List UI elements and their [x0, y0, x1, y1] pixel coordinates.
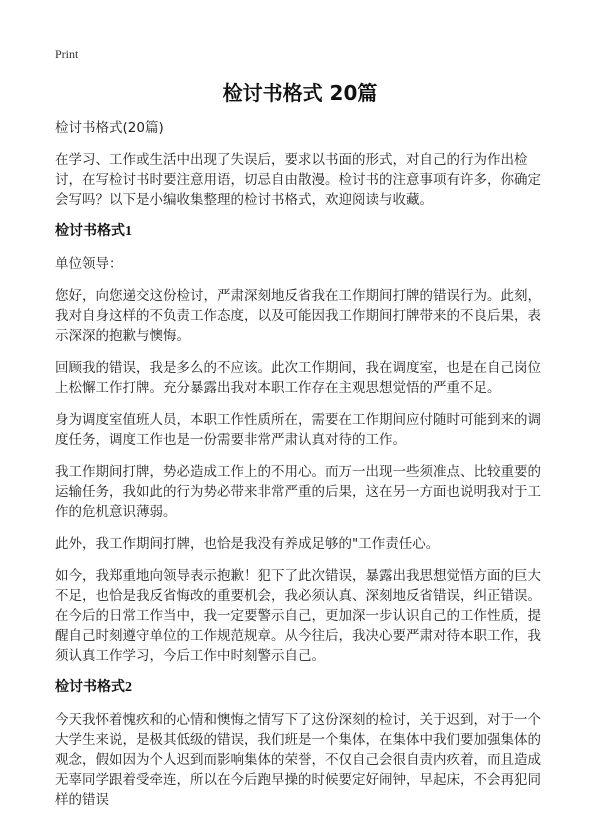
section1-paragraph: 此外，我工作期间打牌，也恰是我没有养成足够的"工作责任心。 — [55, 536, 440, 552]
document-subtitle: 检讨书格式(20篇) — [55, 120, 164, 136]
section1-paragraph: 回顾我的错误，我是多么的不应该。此次工作期间，我在调度室，也是在自己岗位上松懈工作打牌。充分暴露出我对本职工作存在主观思想觉悟的严重不足。 — [55, 360, 541, 396]
page-title: 检讨书格式 20篇 — [222, 81, 378, 105]
section2-paragraph: 今天我怀着愧疚和的心情和懊悔之情写下了这份深刻的检讨，关于迟到，对于一个大学生来说，是极其低级的错误，我们班是一个集体，在集体中我们要加强集体的观念，假如因为个人迟到而影响集体的荣誉，不仅自己会很自责内疚着，而且造成无辜同学跟着受牵连，所以在今后跑早操的时候要定好闹钟，早起床，不会再犯同样的错误 — [55, 712, 541, 808]
section1-paragraph: 单位领导： — [55, 256, 123, 272]
section1-paragraph: 我工作期间打牌，势必造成工作上的不用心。而万一出现一些须准点、比较重要的运输任务，我如此的行为势必带来非常严重的后果，这在另一方面也说明我对于工作的危机意识薄弱。 — [55, 464, 541, 520]
print-link[interactable]: Print — [55, 47, 79, 61]
section-heading-1: 检讨书格式1 — [55, 224, 132, 239]
section1-paragraph: 您好，向您递交这份检讨，严肃深刻地反省我在工作期间打牌的错误行为。此刻，我对自身这样的不负责工作态度，以及可能因我工作期间打牌带来的不良后果，表示深深的抱歉与懊悔。 — [55, 288, 541, 344]
section-heading-2: 检讨书格式2 — [55, 680, 132, 695]
section1-paragraph: 身为调度室值班人员，本职工作性质所在，需要在工作期间应付随时可能到来的调度任务，调度工作也是一份需要非常严肃认真对待的工作。 — [55, 412, 541, 448]
intro-paragraph: 在学习、工作或生活中出现了失误后，要求以书面的形式，对自己的行为作出检讨，在写检讨书时要注意用语，切忌自由散漫。检讨书的注意事项有许多，你确定会写吗？以下是小编收集整理的检讨书格式，欢迎阅读与收藏。 — [55, 152, 541, 208]
section1-paragraph: 如今，我郑重地向领导表示抱歉！犯下了此次错误，暴露出我思想觉悟方面的巨大不足，也恰是我反省悔改的重要机会，我必须认真、深刻地反省错误，纠正错误。在今后的日常工作当中，我一定要警示自己，更加深一步认识自己的工作性质，提醒自己时刻遵守单位的工作规范规章。从今往后，我决心要严肃对待本职工作，我须认真工作学习，今后工作中时刻警示自己。 — [55, 568, 541, 664]
